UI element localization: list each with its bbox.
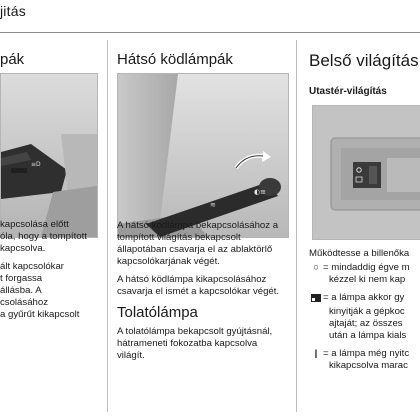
rear-fog-stalk-photo — [117, 73, 289, 238]
svg-text:◐≡: ◐≡ — [254, 188, 266, 196]
svg-text:≋: ≋ — [210, 201, 216, 209]
stalk-illustration-middle — [118, 74, 288, 237]
door-icon — [309, 292, 323, 306]
legend-off-text: = mindaddig égve m — [323, 262, 410, 273]
left-heading: pák — [0, 51, 25, 68]
legend-on-cont: kikapcsolva marac — [329, 360, 408, 371]
right-text — [309, 248, 420, 372]
legend-door-cont-1: kinyitják a gépkoc — [329, 306, 405, 317]
left-paragraph-1: kapcsolása előtt óla, hogy a tompított kapcsolva. — [0, 219, 87, 254]
header-rule — [0, 32, 420, 33]
left-column — [0, 40, 104, 420]
legend-door-text: = a lámpa akkor gy — [323, 292, 405, 303]
left-paragraph-2: ált kapcsolókar t forgassa állásba. A csolásához a gyűrűt kikapcsolt — [0, 261, 80, 320]
interior-light-photo — [312, 105, 420, 240]
column-divider-left — [107, 40, 108, 412]
middle-heading-2: Tolatólámpa — [117, 304, 198, 321]
middle-column — [117, 40, 289, 420]
legend-row-door — [309, 292, 420, 306]
line-on-icon: | — [314, 348, 318, 359]
right-heading: Belső világítás — [309, 51, 419, 70]
circle-off-icon: ○ — [313, 262, 319, 273]
right-column — [309, 40, 420, 420]
middle-paragraph-3: A tolatólámpa bekapcsolt gyújtásnál, hátrameneti fokozatba kapcsolva világít. — [117, 326, 273, 361]
legend-door-cont-3: után a lámpa kials — [329, 330, 407, 341]
middle-paragraph-2: A hátsó ködlámpa kikapcsolásához csavarja el ismét a kapcsolókar végét. — [117, 274, 280, 297]
middle-text — [117, 220, 287, 368]
middle-paragraph-1: A hátsó ködlámpa bekapcsolásához a tompított világítás bekapcsolt állapotában csavarja el az ablaktörlő kapcsolókarjának végét. — [117, 220, 279, 267]
interior-light-illustration — [313, 106, 420, 239]
right-intro: Működtesse a billenőka — [309, 248, 410, 259]
right-subheading: Utastér-világítás — [309, 86, 387, 97]
left-stalk-photo — [0, 73, 98, 238]
legend-off-cont: kézzel ki nem kap — [329, 274, 406, 285]
middle-heading: Hátsó ködlámpák — [117, 51, 233, 68]
svg-text:≡D: ≡D — [31, 161, 41, 168]
legend-row-on — [309, 348, 420, 360]
legend-on-text: = a lámpa még nyitc — [323, 348, 410, 359]
stalk-illustration-left — [1, 74, 97, 237]
column-divider-right — [296, 40, 297, 412]
legend-door-cont-2: ajtaját; az összes — [329, 318, 403, 329]
left-text — [0, 219, 104, 327]
page-header-title: jitás — [0, 3, 26, 19]
legend-row-off — [309, 262, 420, 274]
